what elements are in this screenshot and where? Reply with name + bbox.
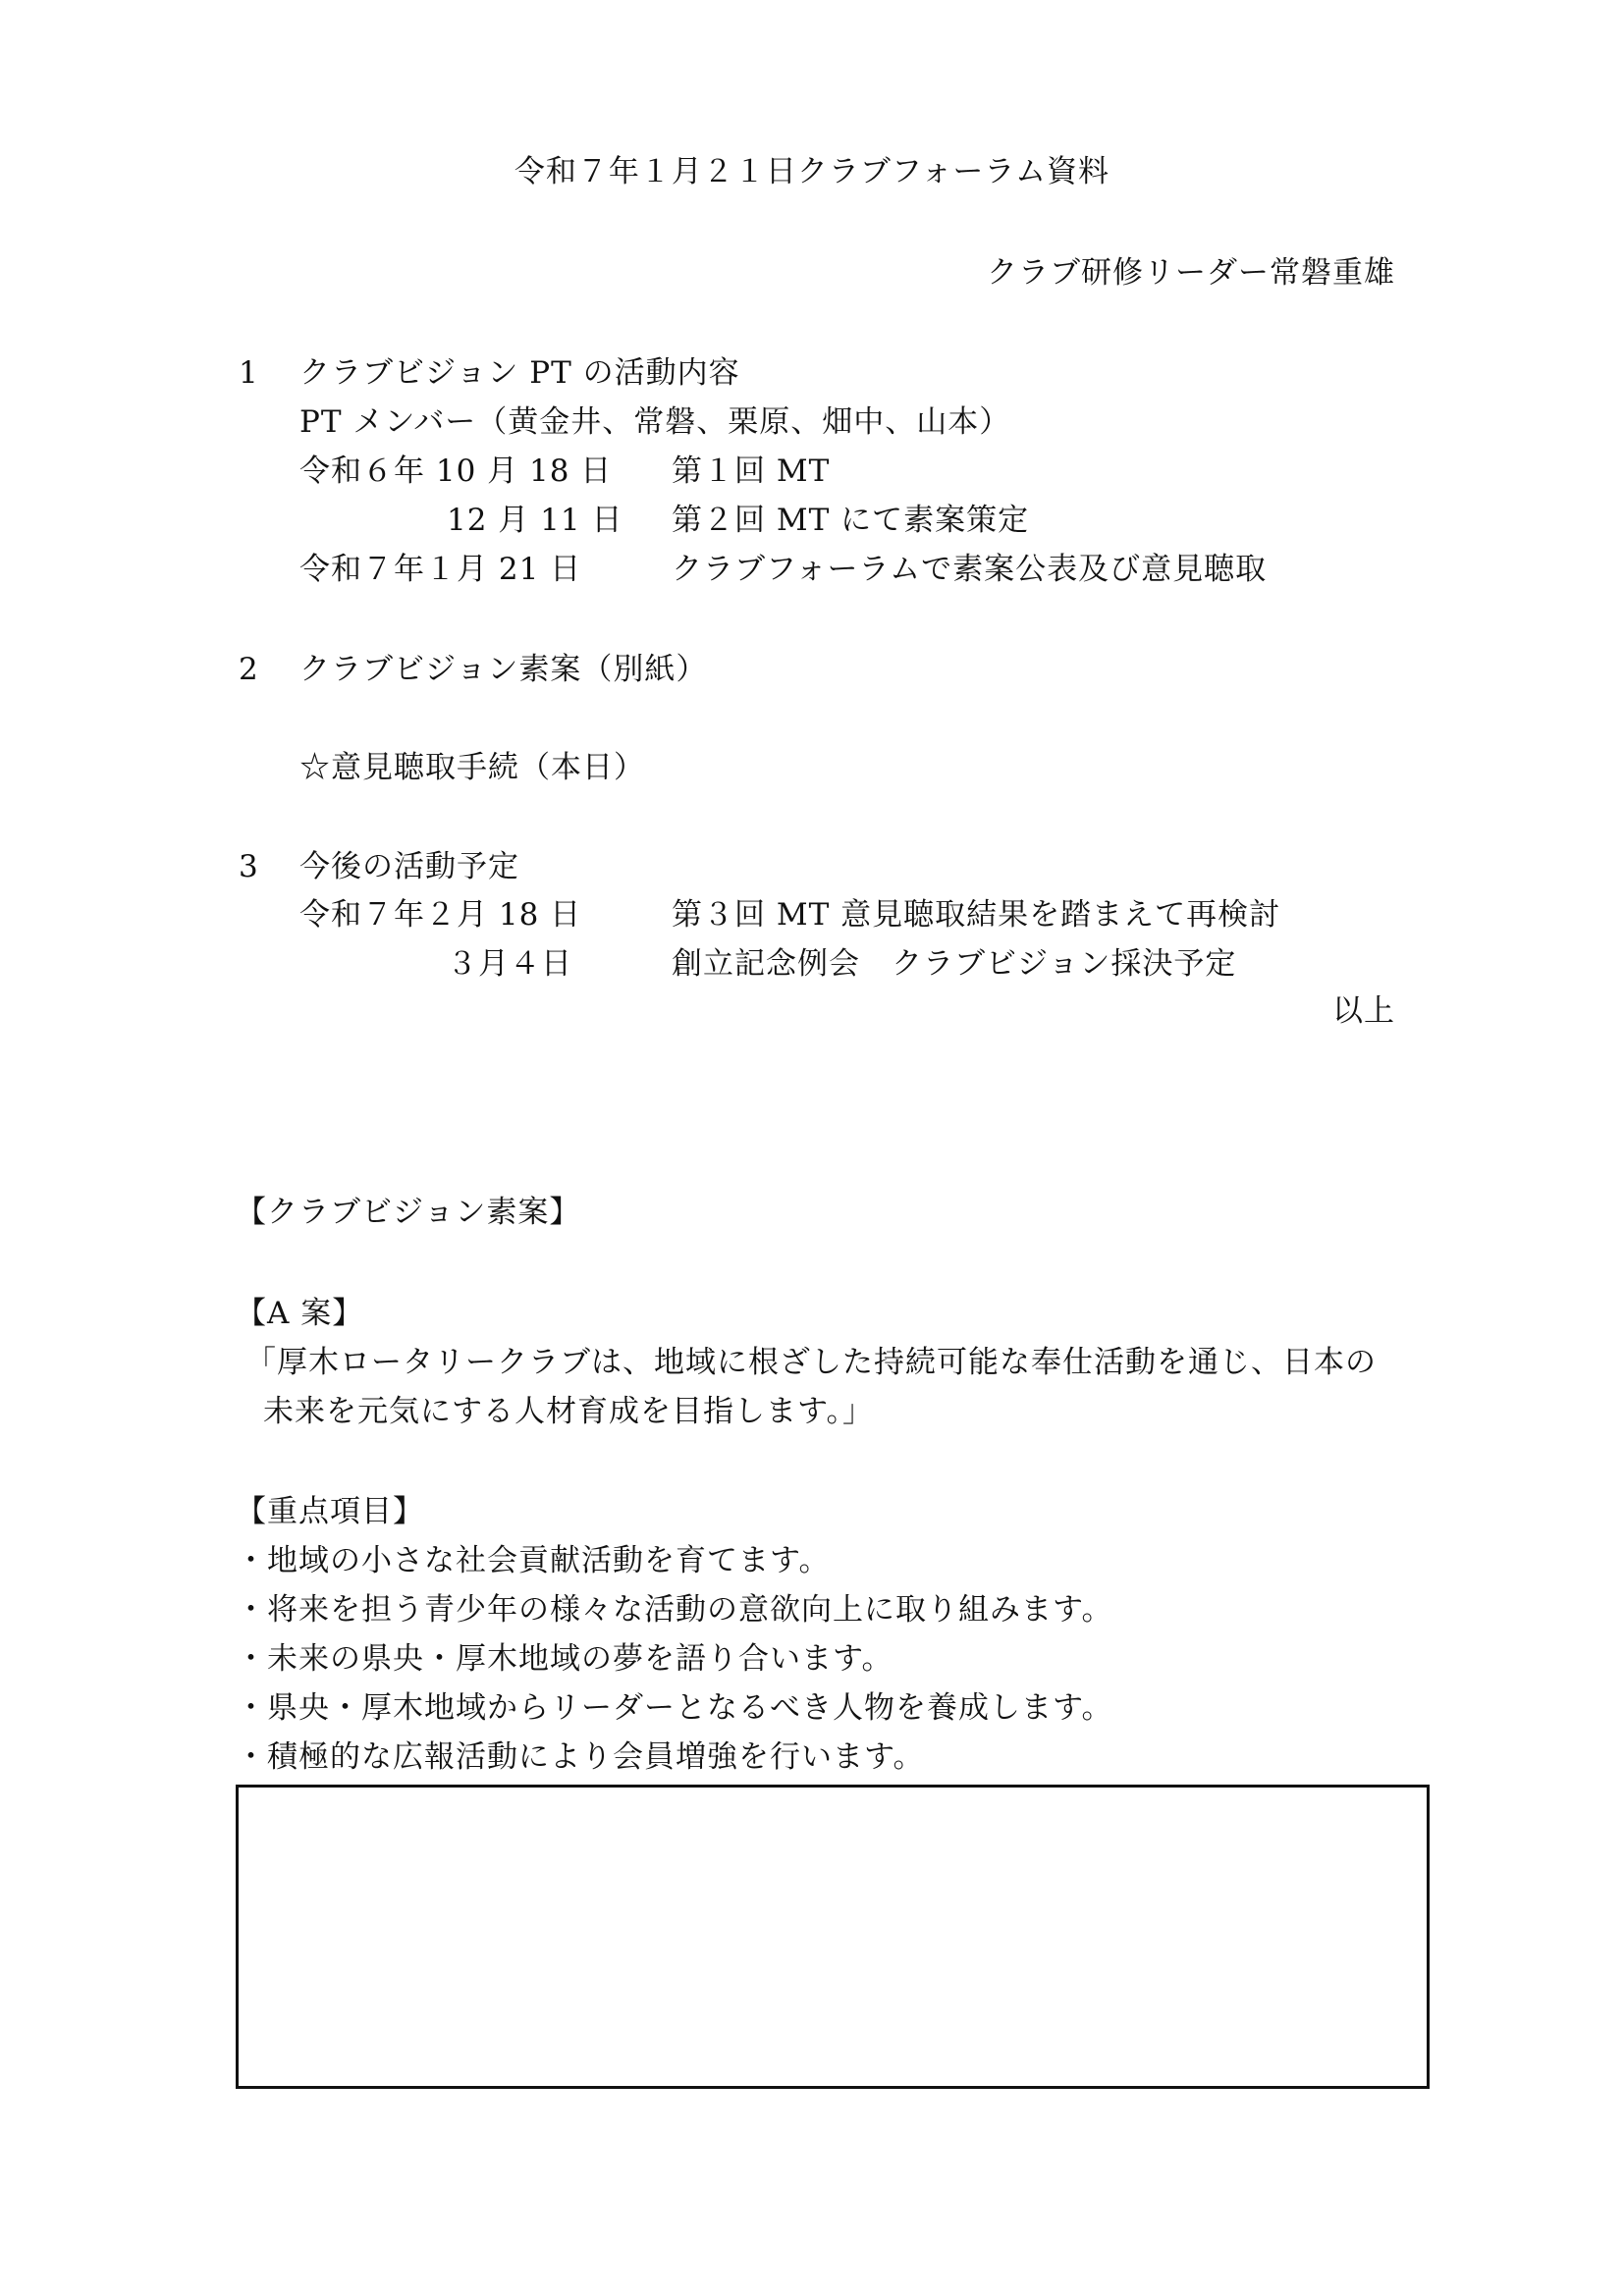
- schedule-date: ３月４日: [447, 946, 572, 982]
- comment-box[interactable]: [236, 1785, 1430, 2089]
- schedule-event: クラブフォーラムで素案公表及び意見聴取: [672, 552, 1268, 587]
- priority-item: ・積極的な広報活動により会員増強を行います。: [236, 1739, 925, 1775]
- schedule-event: 創立記念例会 クラブビジョン採決予定: [672, 946, 1237, 982]
- hearing-note: ☆意見聴取手続（本日）: [299, 750, 645, 785]
- section1-number: 1: [239, 355, 259, 391]
- schedule-event: 第３回 MT 意見聴取結果を踏まえて再検討: [672, 897, 1281, 933]
- schedule-date: 令和６年 10 月 18 日: [299, 454, 613, 489]
- priority-item: ・未来の県央・厚木地域の夢を語り合います。: [236, 1641, 893, 1677]
- section2-heading: クラブビジョン素案（別紙）: [299, 652, 708, 687]
- draft-heading: 【クラブビジョン素案】: [236, 1195, 581, 1230]
- section3-heading: 今後の活動予定: [299, 849, 519, 884]
- section3-number: 3: [239, 849, 259, 884]
- schedule-event: 第１回 MT: [672, 454, 831, 489]
- section2-number: 2: [239, 652, 259, 687]
- document-title: 令和７年１月２１日クラブフォーラム資料: [514, 154, 1110, 189]
- schedule-event: 第２回 MT にて素案策定: [672, 503, 1030, 538]
- priority-item: ・県央・厚木地域からリーダーとなるべき人物を養成します。: [236, 1690, 1113, 1726]
- pt-members: PT メンバー（黄金井、常磐、栗原、畑中、山本）: [299, 404, 1011, 440]
- plan-label: 【A 案】: [236, 1296, 364, 1331]
- plan-text-line2: 未来を元気にする人材育成を目指します。」: [263, 1394, 875, 1429]
- priority-item: ・将来を担う青少年の様々な活動の意欲向上に取り組みます。: [236, 1592, 1113, 1628]
- schedule-date: 令和７年１月 21 日: [299, 552, 582, 587]
- priority-heading: 【重点項目】: [236, 1494, 424, 1529]
- plan-text-line1: 「厚木ロータリークラブは、地域に根ざした持続可能な奉仕活動を通じ、日本の: [245, 1345, 1377, 1380]
- priority-item: ・地域の小さな社会貢献活動を育てます。: [236, 1543, 831, 1578]
- section1-heading: クラブビジョン PT の活動内容: [299, 355, 740, 391]
- schedule-date: 令和７年２月 18 日: [299, 897, 582, 933]
- schedule-date: 12 月 11 日: [447, 503, 623, 538]
- closing-mark: 以上: [1332, 993, 1395, 1029]
- author-line: クラブ研修リーダー常磐重雄: [987, 255, 1395, 291]
